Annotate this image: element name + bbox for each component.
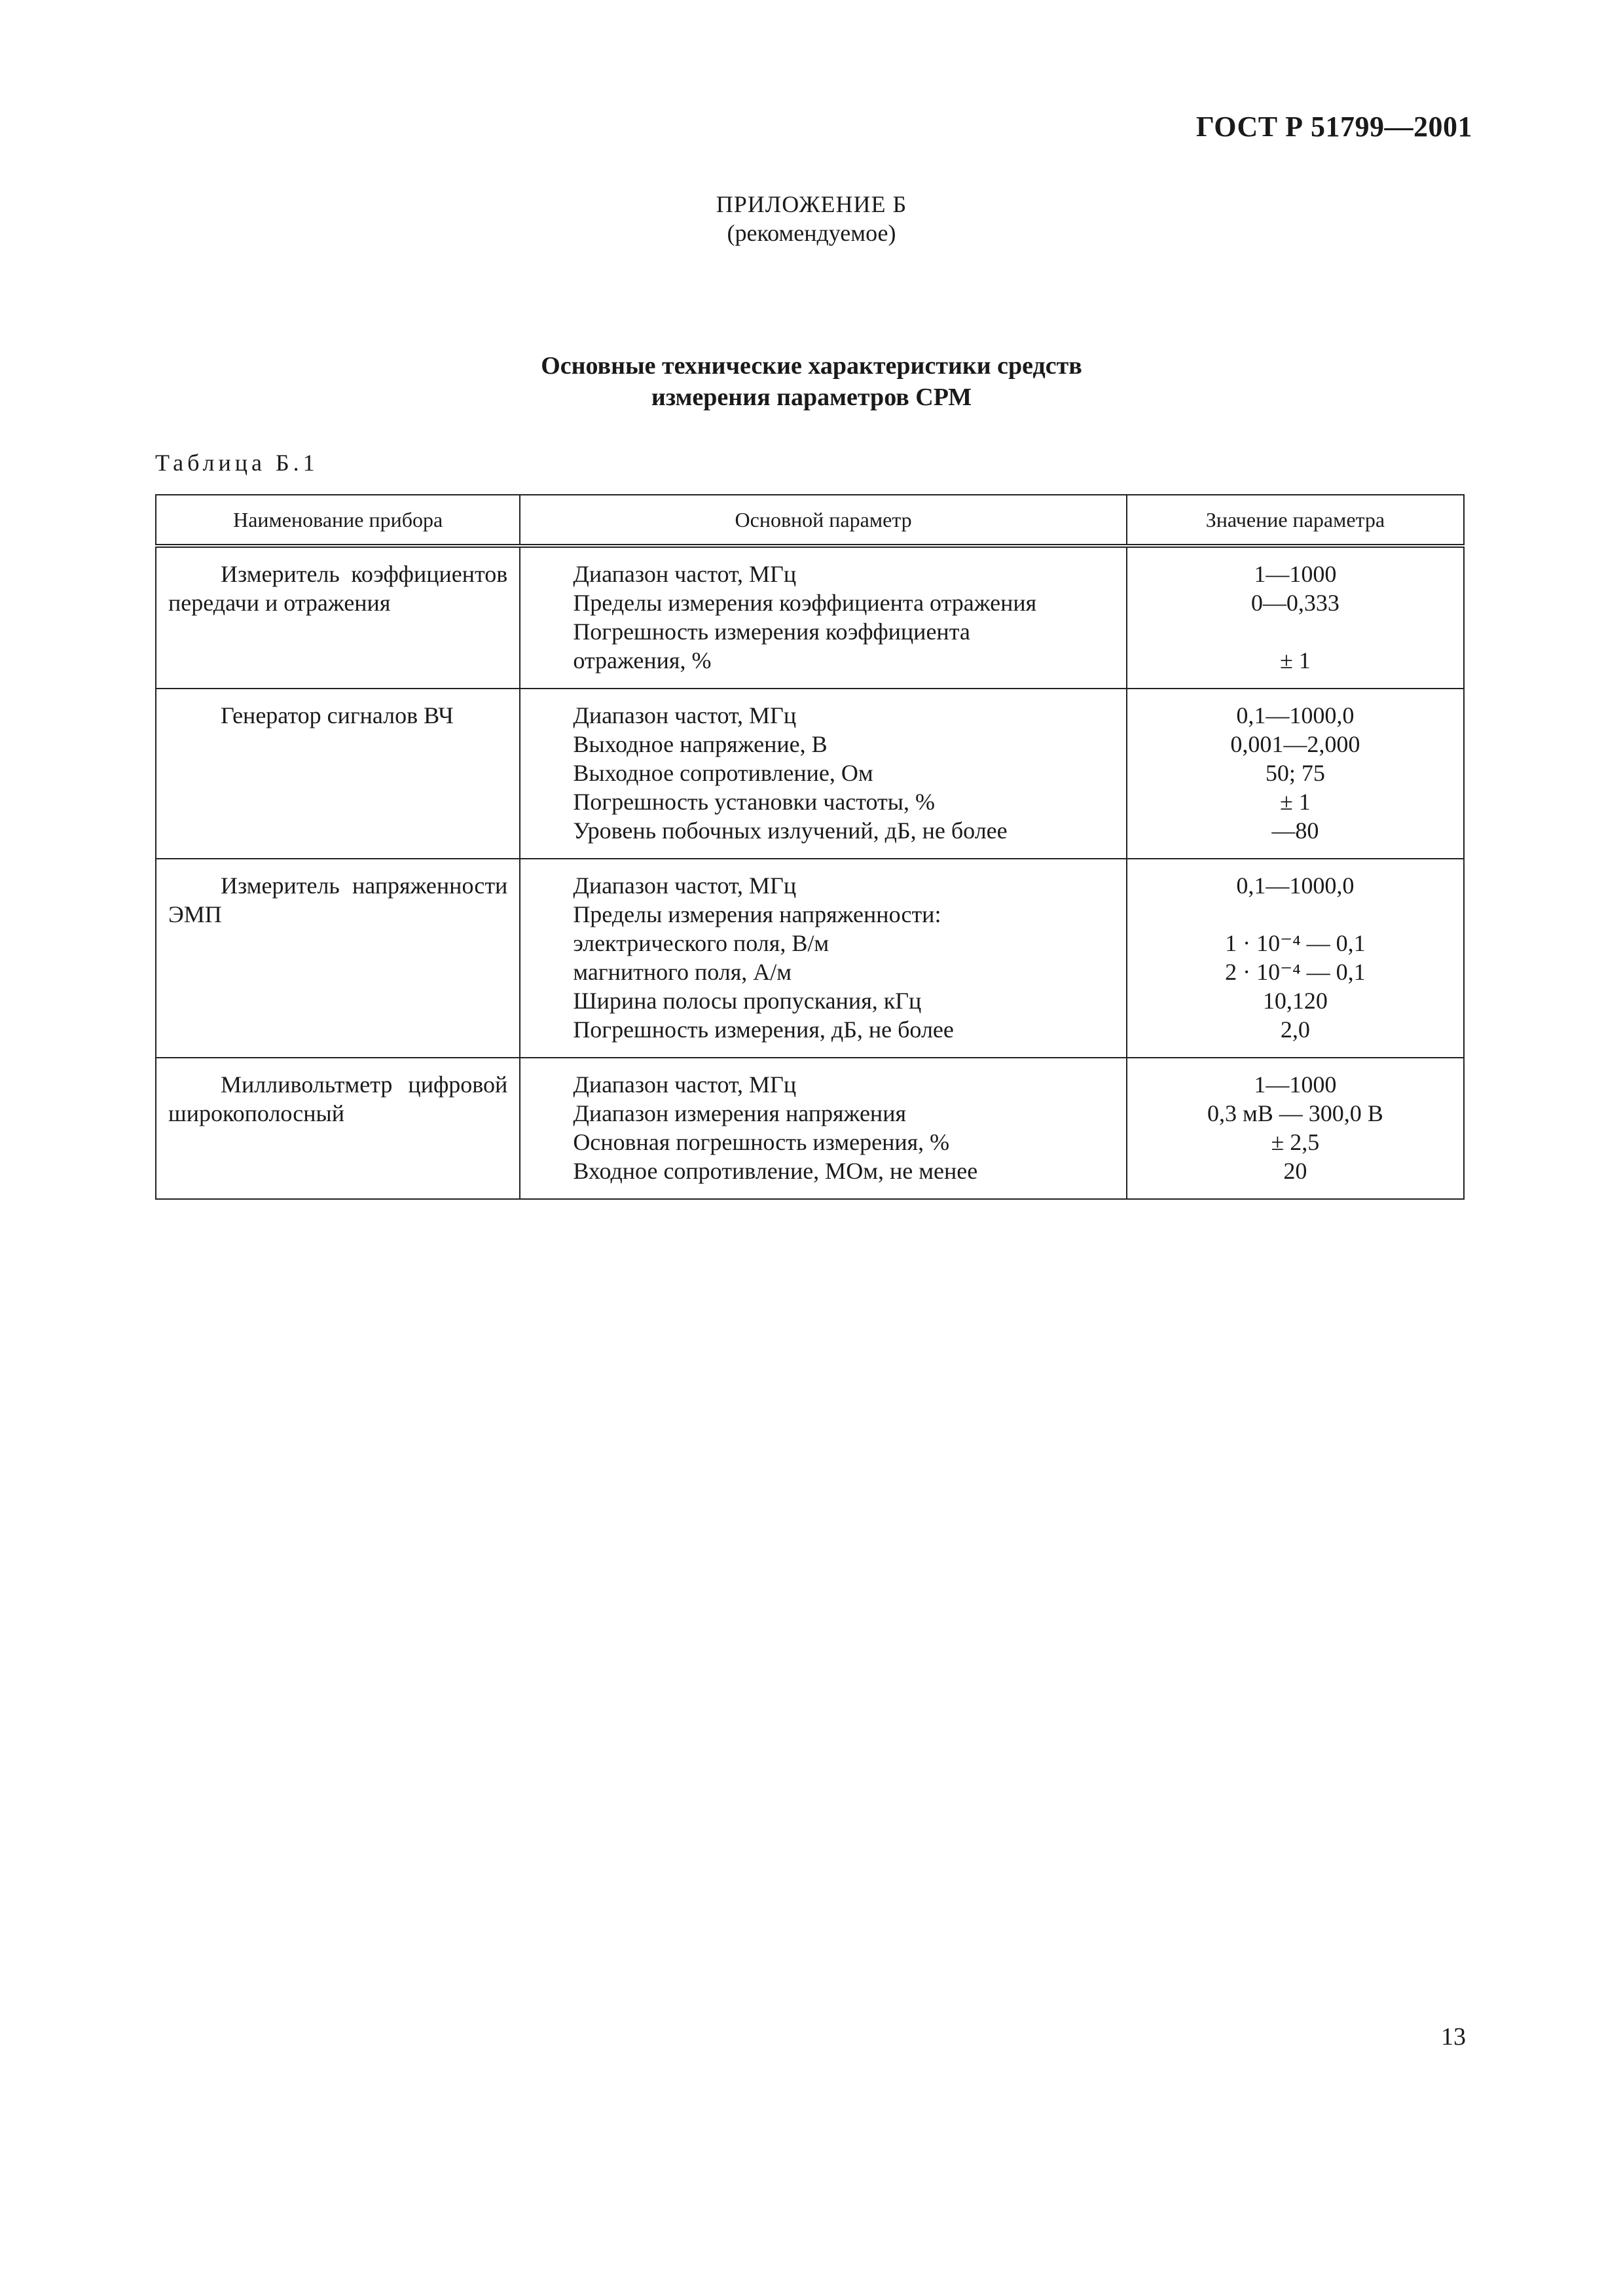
table-row (156, 859, 1464, 1058)
param-line: Диапазон частот, МГц (573, 561, 797, 587)
table-header-row (156, 495, 1464, 546)
table-row (156, 546, 1464, 689)
header-parameter: Основной параметр (520, 495, 1127, 546)
params-cell (520, 859, 1127, 1058)
value-line: 0,3 мВ — 300,0 В (1207, 1100, 1383, 1126)
section-title-line-1: Основные технические характеристики средств (541, 352, 1082, 380)
param-line: Погрешность установки частоты, % (573, 789, 935, 815)
specs-table (155, 494, 1465, 1200)
value-line: ± 1 (1280, 647, 1311, 673)
value-line: 2,0 (1280, 1016, 1310, 1043)
device-cell (156, 1058, 520, 1199)
value-line (1134, 617, 1457, 646)
value-line: —80 (1271, 817, 1319, 844)
table-row (156, 1058, 1464, 1199)
value-line: 1—1000 (1254, 561, 1337, 587)
value-line: ± 2,5 (1271, 1129, 1320, 1155)
values-cell (1127, 1058, 1464, 1199)
param-line: Входное сопротивление, МОм, не менее (573, 1158, 978, 1184)
values-cell (1127, 859, 1464, 1058)
value-line: 0,001—2,000 (1230, 731, 1360, 757)
params-cell (520, 546, 1127, 689)
param-line: Выходное сопротивление, Ом (573, 760, 873, 786)
appendix-title: ПРИЛОЖЕНИЕ Б (716, 191, 907, 217)
param-line: Диапазон частот, МГц (573, 872, 797, 899)
device-name: Измеритель коэффициентов передачи и отражения (168, 561, 508, 616)
param-line: Диапазон измерения напряжения (573, 1100, 907, 1126)
section-title-line-2: измерения параметров СРМ (651, 384, 972, 411)
table-row (156, 689, 1464, 859)
param-line: электрического поля, В/м (573, 930, 830, 956)
value-line: 50; 75 (1265, 760, 1325, 786)
table-label: Таблица Б.1 (155, 450, 319, 476)
value-line (1134, 900, 1457, 929)
param-line: Погрешность измерения, дБ, не более (573, 1016, 954, 1043)
section-title (0, 350, 1623, 413)
param-line: Пределы измерения напряженности: (573, 901, 941, 927)
param-line: магнитного поля, А/м (573, 959, 792, 985)
values-cell (1127, 689, 1464, 859)
value-line: 10,120 (1262, 988, 1328, 1014)
value-line: 0—0,333 (1250, 590, 1340, 616)
param-line: отражения, % (573, 647, 712, 673)
value-line: 0,1—1000,0 (1236, 702, 1355, 728)
params-cell (520, 1058, 1127, 1199)
param-line: Основная погрешность измерения, % (573, 1129, 950, 1155)
device-cell (156, 546, 520, 689)
device-name: Измеритель напряженности ЭМП (168, 872, 508, 927)
value-line: 20 (1283, 1158, 1307, 1184)
values-cell (1127, 546, 1464, 689)
page-number: 13 (1441, 2023, 1466, 2051)
device-name: Милливольтметр цифровой широкополосный (168, 1071, 508, 1126)
param-line: Диапазон частот, МГц (573, 702, 797, 728)
device-cell (156, 859, 520, 1058)
device-name: Генератор сигналов ВЧ (221, 702, 454, 728)
value-line: 2 · 10⁻⁴ — 0,1 (1225, 959, 1366, 985)
device-cell (156, 689, 520, 859)
param-line: Пределы измерения коэффициента отражения (573, 590, 1037, 616)
header-value: Значение параметра (1127, 495, 1464, 546)
document-code: ГОСТ Р 51799—2001 (1195, 111, 1472, 143)
value-line: ± 1 (1280, 789, 1311, 815)
value-line: 1—1000 (1254, 1071, 1337, 1098)
params-cell (520, 689, 1127, 859)
value-line: 1 · 10⁻⁴ — 0,1 (1225, 930, 1366, 956)
param-line: Диапазон частот, МГц (573, 1071, 797, 1098)
param-line: Уровень побочных излучений, дБ, не более (573, 817, 1008, 844)
value-line: 0,1—1000,0 (1236, 872, 1355, 899)
param-line: Ширина полосы пропускания, кГц (573, 988, 922, 1014)
appendix-subtitle: (рекомендуемое) (727, 220, 896, 246)
param-line: Погрешность измерения коэффициента (573, 619, 970, 645)
param-line: Выходное напряжение, В (573, 731, 828, 757)
header-device: Наименование прибора (156, 495, 520, 546)
